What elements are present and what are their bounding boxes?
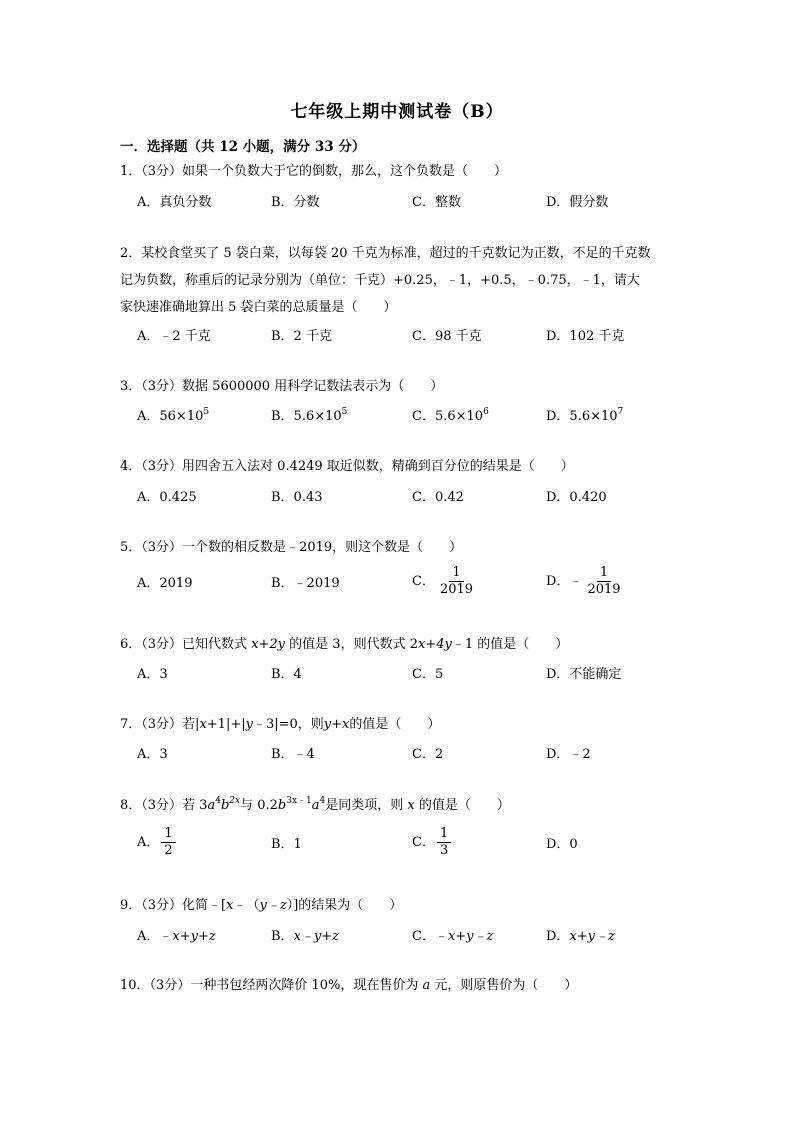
option-a: A．2019 bbox=[137, 576, 193, 591]
option-a: A． $\frac{1}{2}$ bbox=[137, 826, 176, 859]
option-d: D．x+y﹣z bbox=[546, 929, 615, 944]
question-6: 6．（3分）已知代数式 x+2y 的值是 3，则代数式 2x+4y﹣1 的值是（ ） bbox=[120, 637, 569, 652]
option-c: C．0.42 bbox=[412, 490, 464, 505]
option-a: A．3 bbox=[137, 747, 168, 762]
option-c: C．$5.6\times 10^6$ bbox=[412, 407, 489, 424]
question-9: 9．（3分）化简﹣[x﹣（y﹣z）]的结果为（ ） bbox=[120, 898, 403, 913]
option-c: C． $\frac{1}{2019}$ bbox=[412, 565, 476, 598]
question-10: 10．（3分）一种书包经两次降价 10%，现在售价为 a 元，则原售价为（ ） bbox=[120, 978, 578, 993]
option-b: B．0.43 bbox=[271, 490, 323, 505]
option-c: C．5 bbox=[412, 667, 444, 682]
question-2-options bbox=[137, 325, 697, 365]
option-b: B．分数 bbox=[271, 195, 320, 210]
question-9-options bbox=[137, 925, 697, 965]
fraction: $\frac{1}{2019}$ bbox=[587, 565, 621, 597]
fraction: $\frac{1}{2}$ bbox=[161, 826, 175, 859]
option-c: C．2 bbox=[412, 747, 444, 762]
section-heading: 一．选择题（共 12 小题，满分 33 分） bbox=[120, 139, 366, 155]
option-a: A．3 bbox=[137, 667, 168, 682]
question-3: 3．（3分）数据 5600000 用科学记数法表示为（ ） bbox=[120, 379, 444, 394]
option-d: D．0 bbox=[546, 837, 578, 852]
option-b: B．﹣4 bbox=[271, 747, 315, 762]
option-b: B．4 bbox=[271, 667, 302, 682]
option-b: B．1 bbox=[271, 837, 302, 852]
question-1: 1．（3分）如果一个负数大于它的倒数，那么，这个负数是（ ） bbox=[120, 164, 508, 179]
option-b: B．x﹣y+z bbox=[271, 929, 339, 944]
option-c: C． $\frac{1}{3}$ bbox=[412, 826, 451, 859]
option-d: D．﹣ $\frac{1}{2019}$ bbox=[546, 565, 624, 598]
question-8: 8．（3分）若 $3a^4b^{2x}$与 $0.2b^{3x﹣1}a^4$是同类项，则 x 的值是（ ） bbox=[120, 796, 510, 813]
fraction: $\frac{1}{2019}$ bbox=[439, 565, 474, 597]
option-c: C．98 千克 bbox=[412, 329, 482, 344]
option-b: B．$5.6\times 10^5$ bbox=[271, 407, 348, 424]
question-4-options bbox=[137, 486, 697, 526]
question-6-options bbox=[137, 663, 697, 703]
fraction: $\frac{1}{3}$ bbox=[437, 826, 451, 859]
option-b: B．2 千克 bbox=[271, 329, 332, 344]
question-4: 4．（3分）用四舍五入法对 0.4249 取近似数，精确到百分位的结果是（ ） bbox=[120, 459, 574, 474]
option-c: C．﹣x+y﹣z bbox=[412, 929, 494, 944]
option-c: C．整数 bbox=[412, 195, 461, 210]
page-title: 七年级上期中测试卷（B） bbox=[290, 102, 504, 122]
question-2-line-2: 记为负数，称重后的记录分别为（单位：千克）+0.25，﹣1，+0.5，﹣0.75，﹣1，请大 bbox=[120, 273, 640, 288]
option-d: D．不能确定 bbox=[546, 667, 622, 682]
question-2-line-1: 2．某校食堂买了 5 袋白菜，以每袋 20 千克为标准，超过的千克数记为正数，不足的千克数 bbox=[120, 246, 651, 261]
question-2 bbox=[120, 240, 680, 321]
question-7-options bbox=[137, 743, 697, 783]
option-d: D．﹣2 bbox=[546, 747, 591, 762]
option-a: A．﹣2 千克 bbox=[137, 329, 211, 344]
option-b: B．﹣2019 bbox=[271, 576, 340, 591]
option-d: D．0.420 bbox=[546, 490, 607, 505]
option-d: D．假分数 bbox=[546, 195, 609, 210]
question-2-line-3: 家快速准确地算出 5 袋白菜的总质量是（ ） bbox=[120, 300, 397, 315]
question-7: 7．（3分）若|x+1|+|y﹣3|=0，则y+x的值是（ ） bbox=[120, 717, 441, 732]
question-1-options bbox=[137, 191, 697, 231]
question-5: 5．（3分）一个数的相反数是﹣2019，则这个数是（ ） bbox=[120, 540, 463, 555]
question-8-options bbox=[137, 826, 697, 866]
option-a: A．真负分数 bbox=[137, 195, 212, 210]
question-3-options bbox=[137, 405, 697, 445]
option-a: A．0.425 bbox=[137, 490, 197, 505]
option-d: D．$5.6\times 10^7$ bbox=[546, 407, 624, 424]
question-5-options bbox=[137, 565, 697, 605]
option-a: A．$56\times 10^5$ bbox=[137, 407, 210, 424]
option-d: D．102 千克 bbox=[546, 329, 625, 344]
option-a: A．﹣x+y+z bbox=[137, 929, 216, 944]
